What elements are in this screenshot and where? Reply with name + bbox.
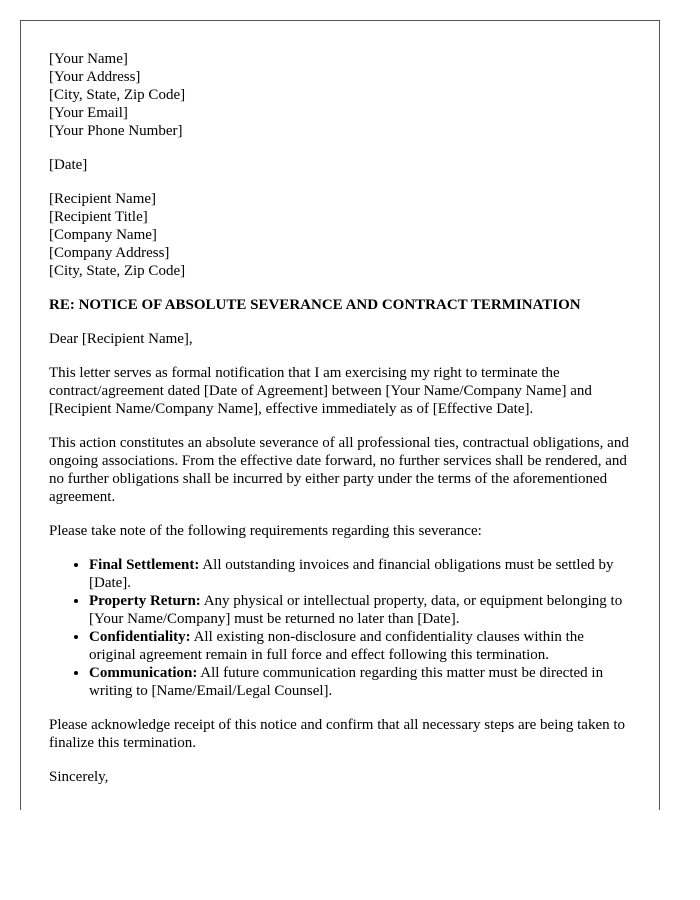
recipient-title: [Recipient Title]: [49, 209, 148, 225]
list-item: [89, 628, 631, 664]
sender-email: [Your Email]: [49, 105, 128, 121]
paragraph-notification: This letter serves as formal notification that I am exercising my right to terminate the contract/agreement dated [Date of Agreement] between [Your Name/Company Name] and [Recipient Name/Company Name], effective immediately as of [Effective Date].: [49, 365, 592, 417]
subject-line: RE: NOTICE OF ABSOLUTE SEVERANCE AND CONTRACT TERMINATION: [49, 297, 581, 313]
sign-off: Sincerely,: [49, 769, 109, 785]
sender-block: [49, 50, 631, 140]
paragraph-requirements-intro: Please take note of the following requirements regarding this severance:: [49, 523, 482, 539]
requirement-term: Property Return:: [89, 593, 201, 609]
sender-address: [Your Address]: [49, 69, 141, 85]
letter-body: [21, 21, 659, 786]
sender-city-state-zip: [City, State, Zip Code]: [49, 87, 186, 103]
salutation: Dear [Recipient Name],: [49, 331, 193, 347]
list-item: [89, 664, 631, 700]
list-item: [89, 592, 631, 628]
requirement-text: All existing non-disclosure and confidentiality clauses within the original agreement remain in full force and effect following this termination.: [89, 629, 584, 663]
requirement-text: All outstanding invoices and financial obligations must be settled by [Date].: [89, 557, 614, 591]
requirement-term: Confidentiality:: [89, 629, 191, 645]
paragraph-severance: This action constitutes an absolute severance of all professional ties, contractual obligations, and ongoing associations. From the effective date forward, no further services shall be rendered, and no further obligations shall be incurred by either party under the terms of the aforementioned agreement.: [49, 435, 629, 505]
requirement-text: Any physical or intellectual property, data, or equipment belonging to [Your Name/Company] must be returned no later than [Date].: [89, 593, 623, 627]
recipient-company: [Company Name]: [49, 227, 157, 243]
letter-date: [Date]: [49, 157, 88, 173]
sender-name: [Your Name]: [49, 51, 128, 67]
requirement-term: Communication:: [89, 665, 198, 681]
requirements-list: [49, 556, 631, 700]
date-block: [49, 156, 631, 174]
sender-phone: [Your Phone Number]: [49, 123, 183, 139]
recipient-company-address: [Company Address]: [49, 245, 170, 261]
closing-paragraph: Please acknowledge receipt of this notice and confirm that all necessary steps are being taken to finalize this termination.: [49, 717, 626, 751]
recipient-block: [49, 190, 631, 280]
letter-page: [20, 20, 660, 810]
list-item: [89, 556, 631, 592]
recipient-name: [Recipient Name]: [49, 191, 157, 207]
requirement-text: All future communication regarding this matter must be directed in writing to [Name/Email/Legal Counsel].: [89, 665, 604, 699]
requirement-term: Final Settlement:: [89, 557, 200, 573]
recipient-city-state-zip: [City, State, Zip Code]: [49, 263, 186, 279]
